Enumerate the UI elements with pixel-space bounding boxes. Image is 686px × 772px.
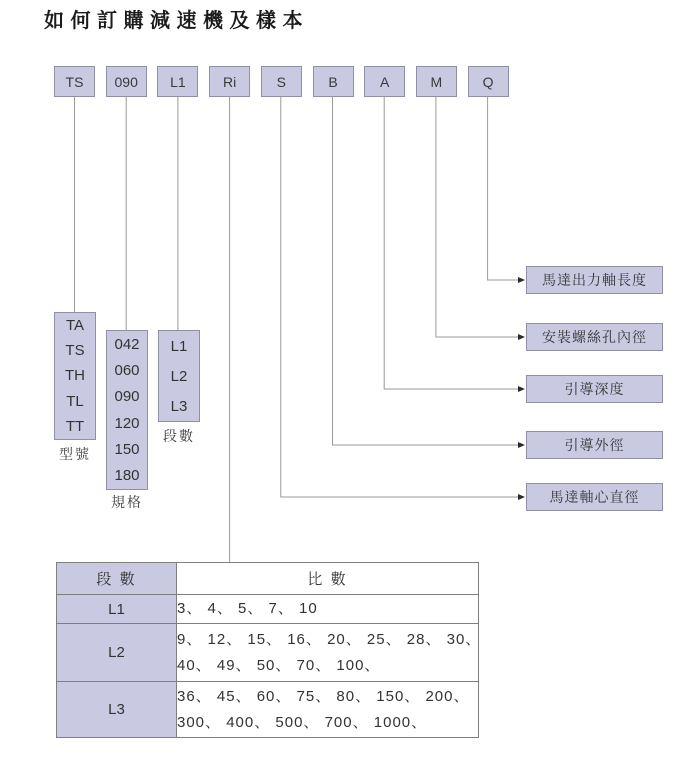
code-box-shaft-length: Q	[468, 66, 509, 97]
stage-cell-l2: L2	[57, 624, 177, 682]
code-box-size: 090	[106, 66, 147, 97]
ratio-table-header-ratio: 比 數	[177, 563, 479, 595]
list-item: 150	[114, 440, 140, 458]
list-item: L3	[170, 397, 188, 415]
callout-mount-bolt-hole-id: 安裝螺絲孔內徑	[526, 323, 663, 351]
ratio-line: 40、 49、 50、 70、 100、	[177, 656, 381, 674]
arrowhead-a	[518, 386, 525, 392]
list-item: TS	[65, 342, 85, 360]
size-label: 規格	[111, 494, 143, 510]
stage-label: 段數	[163, 428, 195, 444]
code-box-pilot-od: B	[313, 66, 354, 97]
code-box-stage: L1	[157, 66, 198, 97]
ratio-line: 3、 4、 5、 7、 10	[177, 600, 318, 617]
callout-pilot-depth: 引導深度	[526, 375, 663, 403]
callout-pilot-od: 引導外徑	[526, 431, 663, 459]
ratio-line: 300、 400、 500、 700、 1000、	[177, 713, 428, 731]
ratio-cell-l1	[177, 595, 479, 624]
list-item: 180	[114, 467, 140, 485]
ratio-cell-l3	[177, 682, 479, 738]
list-item: TA	[65, 317, 85, 335]
code-box-series: TS	[54, 66, 95, 97]
connector-q	[488, 97, 519, 280]
model-label: 型號	[59, 446, 91, 462]
list-item: 120	[114, 414, 140, 432]
ratio-cell-l2	[177, 624, 482, 682]
size-options-box	[106, 330, 148, 490]
code-box-bolt-hole: M	[416, 66, 457, 97]
connector-s	[281, 97, 519, 497]
code-box-pilot-depth: A	[364, 66, 405, 97]
stage-cell-l1: L1	[57, 595, 177, 624]
list-item: 090	[114, 388, 140, 406]
list-item: L1	[170, 337, 188, 355]
arrowhead-b	[518, 442, 525, 448]
callout-motor-shaft-dia: 馬達軸心直徑	[526, 483, 663, 511]
model-options-box	[54, 312, 96, 440]
ratio-table-header-stage: 段 數	[57, 563, 177, 595]
ratio-line: 9、 12、 15、 16、 20、 25、 28、 30、	[177, 630, 482, 648]
connector-b	[333, 97, 520, 445]
list-item: TT	[65, 417, 85, 435]
list-item: TL	[66, 392, 84, 410]
connector-m	[436, 97, 519, 337]
list-item: 042	[114, 335, 140, 353]
code-box-ratio: Ri	[209, 66, 250, 97]
code-box-shaft-dia: S	[261, 66, 302, 97]
table-row	[57, 682, 479, 738]
arrowhead-q	[518, 277, 525, 283]
arrowhead-m	[518, 334, 525, 340]
arrowhead-s	[518, 494, 525, 500]
table-row	[57, 624, 479, 682]
page-title: 如何訂購減速機及樣本	[44, 10, 309, 32]
ratio-table-header-row	[57, 563, 479, 595]
callout-motor-shaft-length: 馬達出力軸長度	[526, 266, 663, 294]
table-row	[57, 595, 479, 624]
list-item: L2	[170, 367, 188, 385]
stage-options-box	[158, 330, 200, 422]
ratio-line: 36、 45、 60、 75、 80、 150、 200、	[177, 687, 470, 705]
ratio-table	[56, 562, 482, 738]
list-item: TH	[65, 367, 85, 385]
list-item: 060	[114, 361, 140, 379]
connector-a	[384, 97, 519, 389]
stage-cell-l3: L3	[57, 682, 177, 738]
